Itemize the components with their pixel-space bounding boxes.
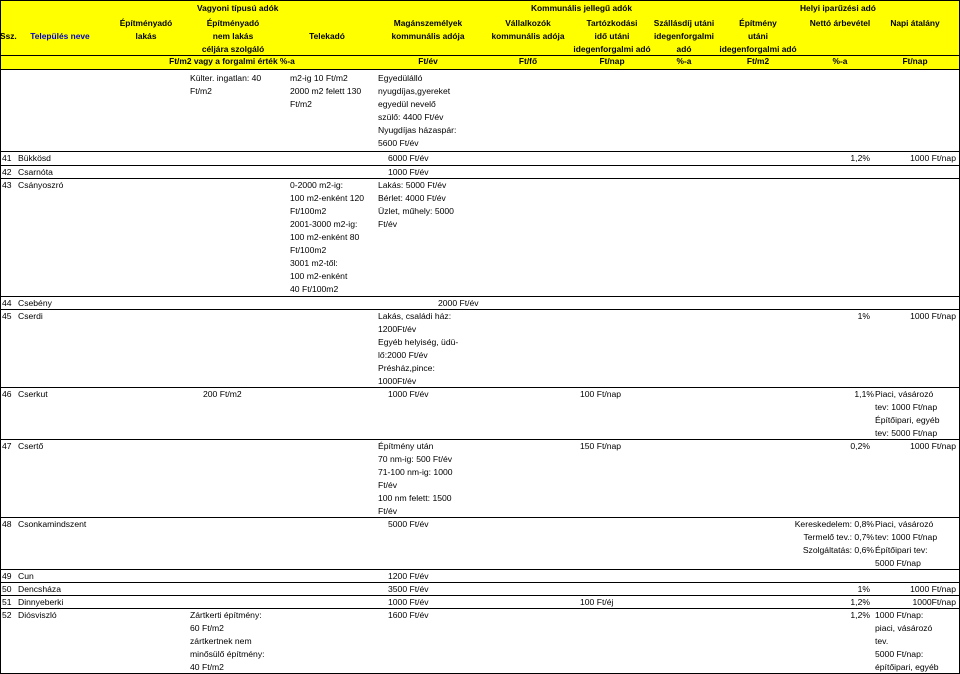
table-cell: 1,1% xyxy=(854,389,874,399)
col-ssz: Ssz. xyxy=(0,31,17,41)
row-number: 52 xyxy=(2,610,12,620)
table-cell: 1% xyxy=(857,584,870,594)
row-number: 51 xyxy=(2,597,12,607)
grid-line xyxy=(0,69,960,70)
table-cell: 1200 Ft/év xyxy=(388,571,429,581)
table-cell: 1000 Ft/nap xyxy=(910,153,956,163)
row-name: Dencsháza xyxy=(18,584,61,594)
grid-line xyxy=(0,0,960,1)
row-name: Csonkamindszent xyxy=(18,519,87,529)
table-cell: 1000 Ft/év xyxy=(388,389,429,399)
table-cell: Piaci, vásározó tev: 1000 Ft/nap Építőipari, egyéb tev: 5000 Ft/nap xyxy=(875,389,940,438)
row-number: 46 xyxy=(2,389,12,399)
row-number: 41 xyxy=(2,153,12,163)
table-cell: Külter. ingatlan: 40 Ft/m2 xyxy=(190,73,262,96)
row-name: Csertő xyxy=(18,441,44,451)
table-cell: 1000Ft/nap xyxy=(912,597,956,607)
row-name: Cserdi xyxy=(18,311,43,321)
row-name: Csányoszró xyxy=(18,180,64,190)
table-cell: 1000 Ft/év xyxy=(388,167,429,177)
unit-tart: Ft/nap xyxy=(599,56,625,66)
row-name: Cserkut xyxy=(18,389,48,399)
table-cell: 5000 Ft/év xyxy=(388,519,429,529)
unit-netto: %-a xyxy=(832,56,848,66)
row-divider xyxy=(0,178,960,179)
row-number: 44 xyxy=(2,298,12,308)
table-cell: 3500 Ft/év xyxy=(388,584,429,594)
row-name: Csebény xyxy=(18,298,52,308)
col-vallalkozok: Vállalkozók kommunális adója xyxy=(491,18,565,41)
col-netto: Nettó árbevétel xyxy=(809,18,871,28)
row-number: 43 xyxy=(2,180,12,190)
table-cell: Kereskedelem: 0,8% Termelő tev.: 0,7% Szolgáltatás: 0,6% xyxy=(794,519,874,555)
table-cell: 1,2% xyxy=(850,153,870,163)
row-number: 48 xyxy=(2,519,12,529)
table-cell: Zártkerti építmény: 60 Ft/m2 zártkertnek nem minősülő építmény: 40 Ft/m2 xyxy=(190,610,265,672)
table-cell: 1,2% xyxy=(850,597,870,607)
col-maganszemelyek: Magánszemélyek kommunális adója xyxy=(391,18,465,41)
col-epitmeny-nemlakas: Építményadó nem lakás céljára szolgáló xyxy=(201,18,265,54)
row-number: 42 xyxy=(2,167,12,177)
table-cell: Lakás, családi ház: 1200Ft/év Egyéb helyiség, üdü- lő:2000 Ft/év Présház,pince: 1000Ft/év xyxy=(378,311,459,386)
col-szallasdij: Szállásdíj utáni idegenforgalmi adó xyxy=(653,18,715,54)
table-cell: Építmény után 70 nm-ig: 500 Ft/év 71-100 nm-ig: 1000 Ft/év 100 nm felett: 1500 Ft/év xyxy=(378,441,453,516)
table-cell: 150 Ft/nap xyxy=(580,441,622,451)
row-name: Cun xyxy=(18,571,34,581)
table-cell: 1000 Ft/nap xyxy=(910,584,956,594)
table-cell: Lakás: 5000 Ft/év Bérlet: 4000 Ft/év Üzlet, műhely: 5000 Ft/év xyxy=(378,180,454,229)
row-name: Bükkösd xyxy=(18,153,51,163)
unit-napi: Ft/nap xyxy=(902,56,928,66)
table-cell: 1000 Ft/nap: piaci, vásározó tev. 5000 Ft/nap: építőipari, egyéb xyxy=(875,610,939,672)
col-telepules: Település neve xyxy=(30,31,90,41)
table-cell: 1000 Ft/nap xyxy=(910,311,956,321)
row-number: 50 xyxy=(2,584,12,594)
table-cell: 1% xyxy=(857,311,870,321)
col-napi: Napi átalány xyxy=(890,18,940,28)
col-telekado: Telekadó xyxy=(309,31,345,41)
row-number: 45 xyxy=(2,311,12,321)
table-cell: 1000 Ft/nap xyxy=(910,441,956,451)
table-cell: 100 Ft/éj xyxy=(580,597,614,607)
table-cell: 0-2000 m2-ig: 100 m2-enként 120 Ft/100m2 2001-3000 m2-ig: 100 m2-enként 80 Ft/100m2 3001 m2-től: 100 m2-enként 40 Ft/100m2 xyxy=(290,180,365,294)
group-kommunalis: Kommunális jellegű adók xyxy=(531,3,632,13)
table-cell: Piaci, vásározó tev: 1000 Ft/nap Építőipari tev: 5000 Ft/nap xyxy=(875,519,938,568)
grid-line xyxy=(0,55,960,56)
unit-szall: %-a xyxy=(676,56,692,66)
table-cell: 2000 Ft/év xyxy=(438,298,479,308)
row-divider xyxy=(0,569,960,570)
row-name: Diósviszló xyxy=(18,610,57,620)
row-divider xyxy=(0,296,960,297)
row-name: Dinnyeberki xyxy=(18,597,64,607)
table-cell: m2-ig 10 Ft/m2 2000 m2 felett 130 Ft/m2 xyxy=(290,73,362,109)
row-number: 49 xyxy=(2,571,12,581)
row-divider xyxy=(0,165,960,166)
col-tartozkodasi: Tartózkodási idő utáni idegenforgalmi adó xyxy=(573,18,651,54)
table-cell: 1600 Ft/év xyxy=(388,610,429,620)
table-cell: Egyedülálló nyugdíjas,gyereket egyedül nevelő szülő: 4400 Ft/év Nyugdíjas házaspár: 5600 Ft/év xyxy=(378,73,457,148)
col-epitmeny-lakas: Építményadó lakás xyxy=(119,18,173,41)
unit-epit: Ft/m2 xyxy=(746,56,770,66)
table-cell: 0,2% xyxy=(850,441,870,451)
col-epitmeny-utani: Építmény utáni idegenforgalmi adó xyxy=(719,18,797,54)
unit-vagyoni: Ft/m2 vagy a forgalmi érték %-a xyxy=(169,56,295,66)
table-cell: 1,2% xyxy=(850,610,870,620)
row-number: 47 xyxy=(2,441,12,451)
grid-line xyxy=(0,0,1,674)
table-cell: 6000 Ft/év xyxy=(388,153,429,163)
group-vagyoni: Vagyoni típusú adók xyxy=(197,3,279,13)
unit-magan: Ft/év xyxy=(418,56,438,66)
table-cell: 100 Ft/nap xyxy=(580,389,622,399)
table-header xyxy=(0,0,960,70)
table-cell: 200 Ft/m2 xyxy=(203,389,242,399)
table-cell: 1000 Ft/év xyxy=(388,597,429,607)
unit-vall: Ft/fő xyxy=(518,56,538,66)
group-helyi: Helyi iparűzési adó xyxy=(800,3,876,13)
row-name: Csarnóta xyxy=(18,167,53,177)
